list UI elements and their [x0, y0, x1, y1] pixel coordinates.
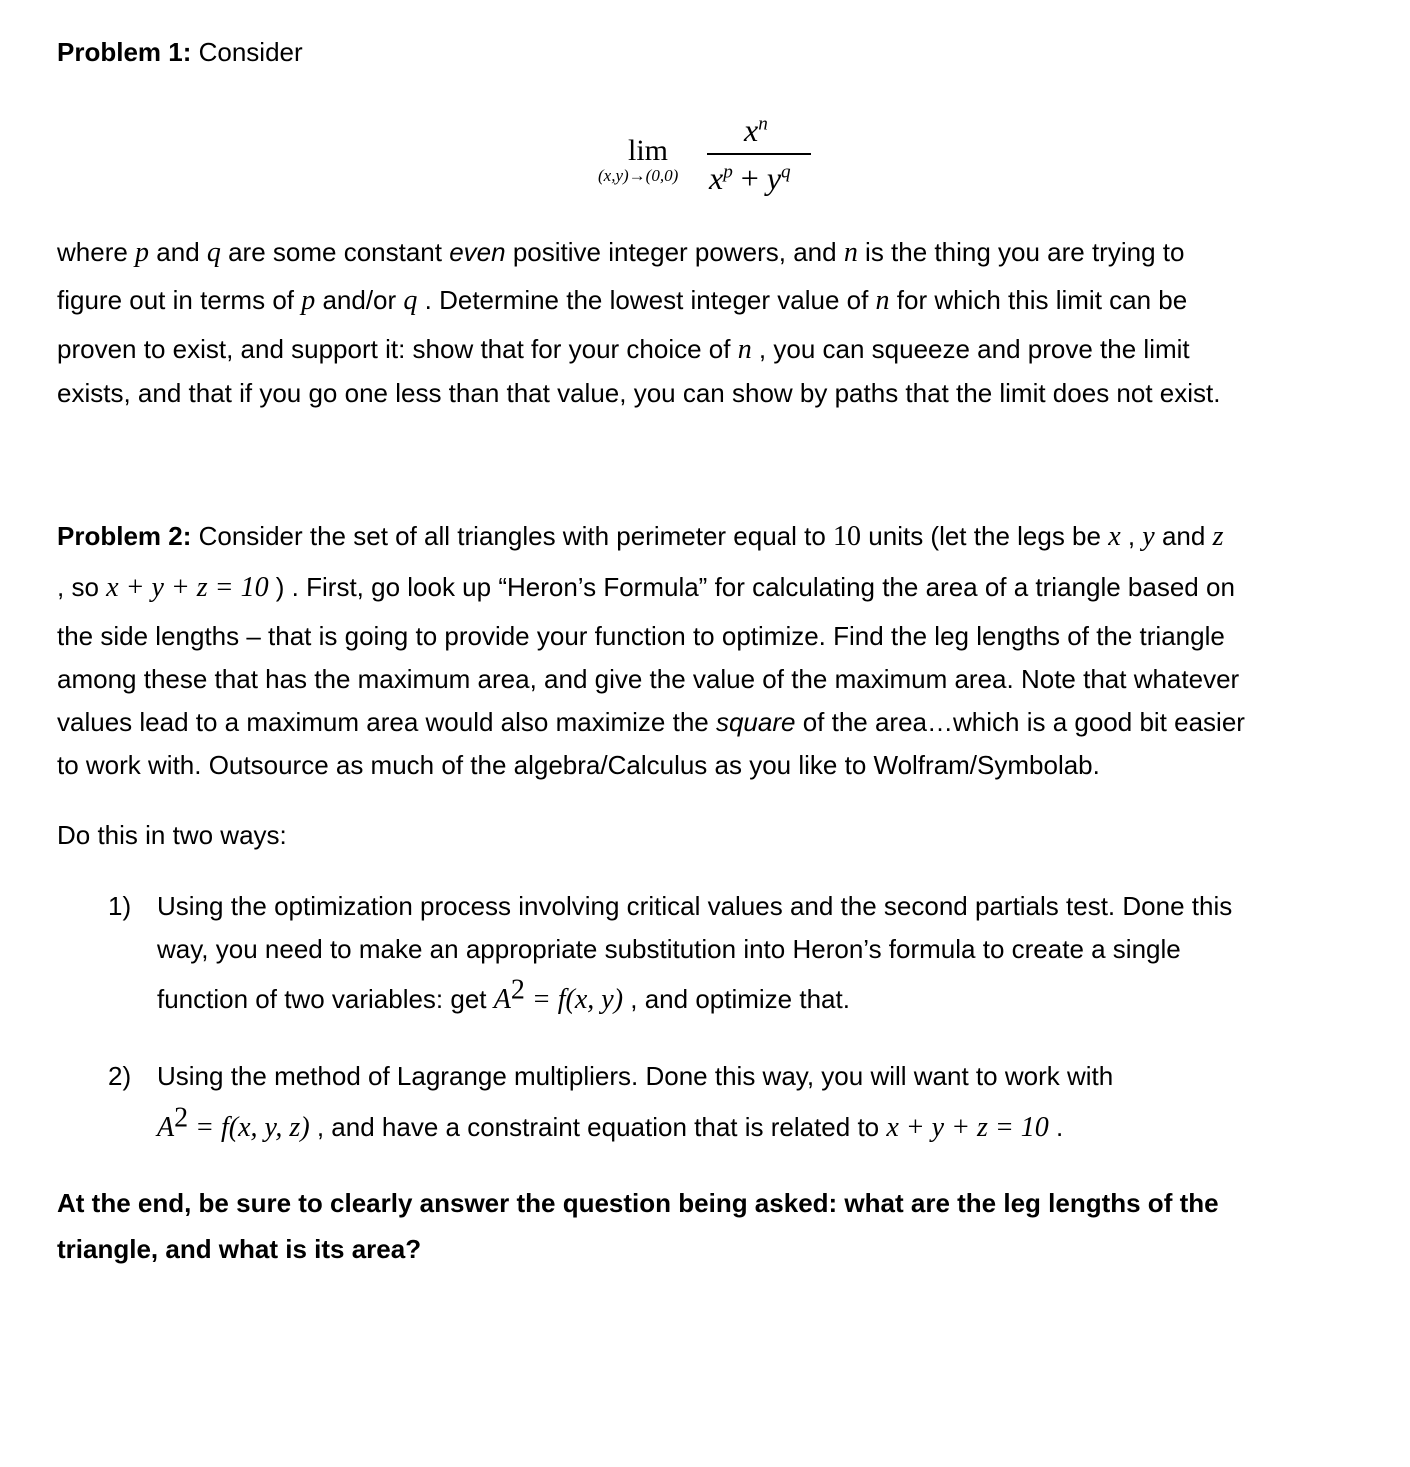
numerator-base: x — [744, 112, 759, 148]
p1-text: exists, and that if you go one less than that value, you can show by paths that the limit does not exist. — [57, 378, 1221, 408]
p2-text: units (let the legs be — [861, 521, 1109, 551]
p1-text: positive integer powers, and — [505, 237, 844, 267]
item2-line-1 — [157, 1060, 1113, 1092]
item1-line-2 — [157, 933, 1181, 965]
p2-line-4 — [57, 663, 1239, 695]
den-x: x — [709, 160, 724, 196]
exponent-2: 2 — [174, 1102, 189, 1134]
p2-text: , — [1120, 521, 1143, 551]
p1-text: is the thing you are trying to — [857, 237, 1185, 267]
p2-text: of the area…which is a good bit easier — [795, 707, 1245, 737]
p1-text: . Determine the lowest integer value of — [417, 285, 876, 315]
var-y: y — [1142, 521, 1155, 552]
ways-intro — [57, 819, 287, 851]
var-q: q — [206, 237, 221, 268]
list-number-1: 1) — [108, 891, 132, 921]
p1-text: proven to exist, and support it: show that for your choice of — [57, 334, 738, 364]
list-number-2: 2) — [108, 1061, 132, 1091]
var-p: p — [301, 285, 316, 316]
var-x: x — [1108, 521, 1121, 552]
p2-text: , so — [57, 572, 107, 602]
var-A: A — [157, 1112, 175, 1143]
item1-text: , and optimize that. — [623, 984, 850, 1014]
item1-text: way, you need to make an appropriate substitution into Heron’s formula to create a single — [157, 934, 1181, 964]
p2-line-1 — [57, 520, 1223, 553]
numerator — [744, 112, 768, 149]
num-10: 10 — [833, 521, 862, 552]
item2-text: Using the method of Lagrange multipliers. Done this way, you will want to work with — [157, 1061, 1114, 1091]
var-z: z — [1212, 521, 1224, 552]
p2-line-2 — [57, 571, 1235, 604]
problem1-intro: Consider — [198, 37, 303, 67]
var-q: q — [403, 285, 418, 316]
p1-text: are some constant — [220, 237, 450, 267]
perimeter-equation: x + y + z = 10 — [106, 572, 269, 603]
problem1-heading — [57, 36, 303, 68]
p2-line-3 — [57, 620, 1225, 652]
function-three-vars: = f(x, y, z) — [188, 1112, 310, 1143]
p2-text: Consider the set of all triangles with perimeter equal to — [191, 521, 834, 551]
var-A: A — [493, 984, 511, 1015]
var-p: p — [135, 237, 150, 268]
p2-text: the side lengths – that is going to provide your function to optimize. Find the leg lengths of the triangle — [57, 621, 1225, 651]
p2-line-5 — [57, 706, 1245, 738]
p2-text: values lead to a maximum area would also maximize the — [57, 707, 716, 737]
p2-text: ) . First, go look up “Heron’s Formula” for calculating the area of a triangle based on — [268, 572, 1235, 602]
p2-text: to work with. Outsource as much of the algebra/Calculus as you like to Wolfram/Symbolab. — [57, 750, 1100, 780]
den-y-exp: q — [781, 161, 791, 183]
lim-operator: lim — [628, 134, 669, 167]
p1-text: and/or — [315, 285, 404, 315]
closing-line-2 — [57, 1233, 421, 1265]
closing-text: triangle, and what is its area? — [57, 1234, 422, 1264]
p1-text: for which this limit can be — [889, 285, 1188, 315]
p1-line-4 — [57, 377, 1220, 409]
emphasis-even: even — [449, 237, 506, 267]
exponent-2: 2 — [510, 974, 525, 1006]
var-n: n — [737, 334, 752, 365]
ways-text: Do this in two ways: — [57, 820, 287, 850]
item2-line-2 — [157, 1102, 1064, 1144]
denominator — [709, 160, 791, 197]
p1-text: where — [57, 237, 136, 267]
p1-text: figure out in terms of — [57, 285, 302, 315]
item2-text: , and have a constraint equation that is related to — [309, 1112, 887, 1142]
p2-line-6 — [57, 749, 1100, 781]
p2-text: among these that has the maximum area, and give the value of the maximum area. Note that whatever — [57, 664, 1240, 694]
var-n: n — [843, 237, 858, 268]
lim-subscript: (x,y)→(0,0) — [598, 166, 679, 185]
p2-text: and — [1154, 521, 1213, 551]
problem1-label: Problem 1: — [57, 37, 192, 67]
p1-line-2 — [57, 284, 1187, 317]
item1-line-3 — [157, 974, 850, 1016]
function-two-vars: = f(x, y) — [524, 984, 624, 1015]
fraction-bar — [707, 153, 811, 155]
item1-text: function of two variables: get — [157, 984, 494, 1014]
item1-line-1 — [157, 890, 1232, 922]
emphasis-square: square — [715, 707, 796, 737]
closing-text: At the end, be sure to clearly answer the question being asked: what are the leg lengths of the — [57, 1188, 1219, 1218]
closing-line-1 — [57, 1187, 1219, 1219]
var-n: n — [875, 285, 890, 316]
den-plus: + — [740, 160, 759, 196]
p1-line-3 — [57, 333, 1190, 366]
constraint-equation: x + y + z = 10 — [886, 1112, 1049, 1143]
den-x-exp: p — [723, 161, 733, 183]
p1-line-1 — [57, 236, 1184, 269]
den-y: y — [766, 160, 782, 196]
numerator-exponent: n — [758, 113, 768, 135]
item1-text: Using the optimization process involving critical values and the second partials test. Done this — [157, 891, 1233, 921]
p1-text: , you can squeeze and prove the limit — [751, 334, 1190, 364]
item2-text: . — [1048, 1112, 1064, 1142]
problem2-label: Problem 2: — [57, 521, 192, 551]
p1-text: and — [149, 237, 207, 267]
